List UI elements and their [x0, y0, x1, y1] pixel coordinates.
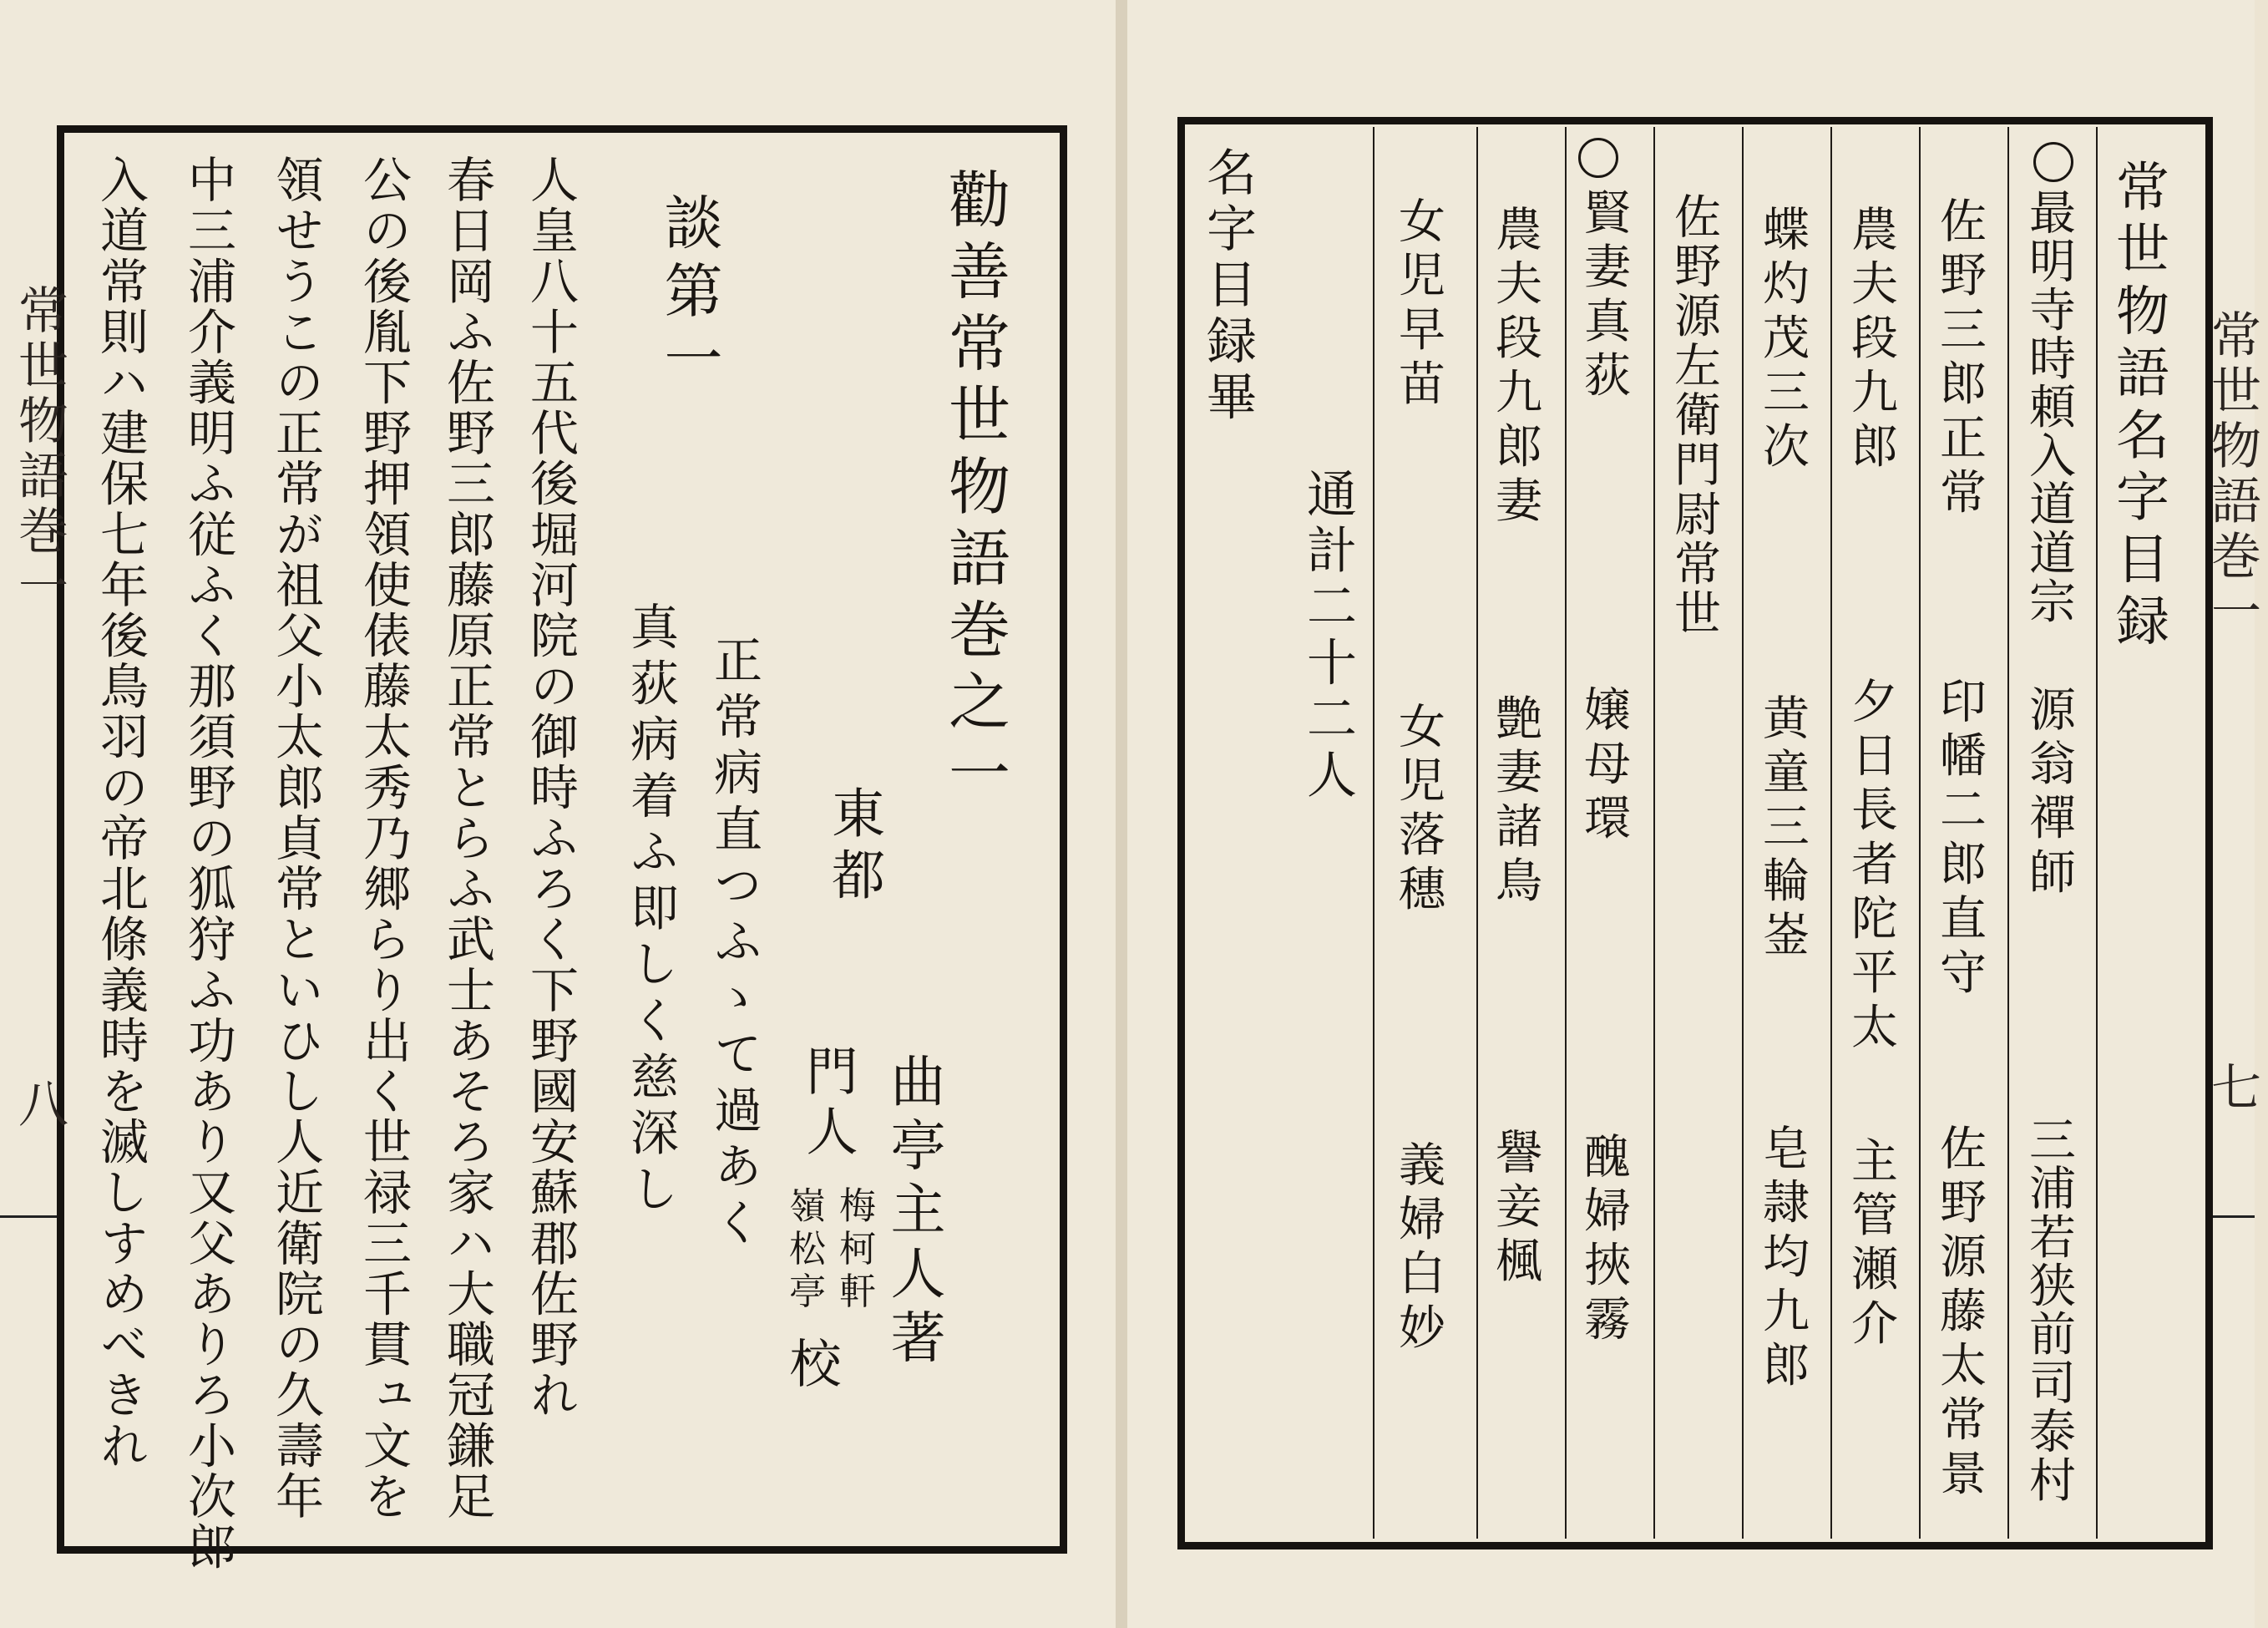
column-rule [1476, 127, 1478, 1539]
summary-line-2: 真荻病着ふ即しく慈深し [622, 601, 679, 1220]
left-edge-rule [0, 1215, 57, 1218]
left-edge-folio: 八 [10, 1078, 68, 1133]
character-name: 源翁禪師 [2022, 685, 2076, 902]
character-name: 佐野源左衛門尉常世 [1667, 192, 1721, 639]
body-text-line: 公の後胤下野押領使俵藤太秀乃郷らり出く世禄三千貫ュ文を [355, 155, 412, 1522]
column-rule [2096, 127, 2098, 1539]
body-text-line: 春日岡ふ佐野三郎藤原正常とらふ武士あそろ家ハ大職冠鎌足 [438, 155, 495, 1522]
reviser-name: 梅柯軒 [833, 1186, 875, 1315]
right-edge-title: 常世物語巻一 [2203, 309, 2261, 640]
character-name: 黄童三輪崟 [1755, 693, 1810, 965]
reviser-label: 門人 [797, 1044, 858, 1164]
column-rule [1742, 127, 1744, 1539]
reviser-name: 嶺松亭 [782, 1186, 825, 1315]
character-name: 最明寺時頼入道道宗 [2022, 188, 2076, 626]
character-name: 皂隷均九郎 [1755, 1123, 1810, 1395]
circle-mark-icon [1578, 138, 1618, 178]
character-name: 佐野源藤太常景 [1932, 1123, 1987, 1504]
circle-mark-icon [2033, 142, 2073, 182]
left-edge-title: 常世物語巻一 [10, 284, 68, 615]
column-rule [2007, 127, 2009, 1539]
character-name: 蝶灼茂三次 [1755, 205, 1810, 476]
character-name: 賢妻真荻 [1577, 188, 1631, 405]
place-of-publication: 東都 [823, 785, 884, 910]
character-name: 醜婦挾霧 [1577, 1132, 1631, 1349]
character-name: 譽妾楓 [1488, 1128, 1542, 1291]
character-name: 農夫段九郎妻 [1488, 205, 1542, 530]
catalog-header: 常世物語名字目録 [2107, 159, 2169, 655]
book-gutter [1116, 0, 1127, 1628]
chapter-heading: 談第一 [655, 192, 723, 396]
character-name: 佐野三郎正常 [1932, 196, 1987, 522]
body-text-line: 中三浦介義明ふ従ふく那須野の狐狩ふ功あり又父ありろ小次郎 [180, 155, 236, 1573]
right-edge-folio: 七 [2203, 1061, 2261, 1116]
book-title: 勸善常世物語巻之一 [939, 167, 1010, 813]
column-rule [1653, 127, 1655, 1539]
column-rule [1919, 127, 1921, 1539]
character-name: 農夫段九郎 [1844, 205, 1898, 476]
character-name: 女児早苗 [1391, 196, 1445, 413]
character-name: 嬢母環 [1577, 685, 1631, 848]
body-text-line: 領せうこの正常が祖父小太郎貞常といひし人近衛院の久壽年 [267, 155, 324, 1522]
body-text-line: 人皇八十五代後堀河院の御時ふろく下野國安蘇郡佐野れ [522, 155, 579, 1421]
character-name: 主管瀬介 [1844, 1136, 1898, 1353]
summary-line-1: 正常病直つふゝて過あく [706, 635, 762, 1254]
column-rule [1830, 127, 1832, 1539]
total-count: 通計二十二人 [1299, 468, 1357, 805]
character-name: 女児落穗 [1391, 702, 1445, 919]
author-credit: 曲亭主人著 [881, 1052, 945, 1372]
character-name: 夕日長者陀平太 [1844, 677, 1898, 1057]
character-name: 艶妻諸鳥 [1488, 693, 1542, 910]
reviser-suffix: 校 [781, 1336, 842, 1397]
character-name: 印幡二郎直守 [1932, 677, 1987, 1002]
column-rule [1565, 127, 1567, 1539]
right-edge-rule [2213, 1215, 2255, 1218]
body-text-line: 入道常則ハ建保七年後鳥羽の帝北條義時を滅しすめべきれ [92, 155, 149, 1471]
character-name: 義婦白妙 [1391, 1140, 1445, 1357]
character-name: 三浦若狭前司泰村 [2022, 1115, 2076, 1504]
column-rule [1373, 127, 1374, 1539]
catalog-footer: 名字目録畢 [1198, 146, 1257, 427]
